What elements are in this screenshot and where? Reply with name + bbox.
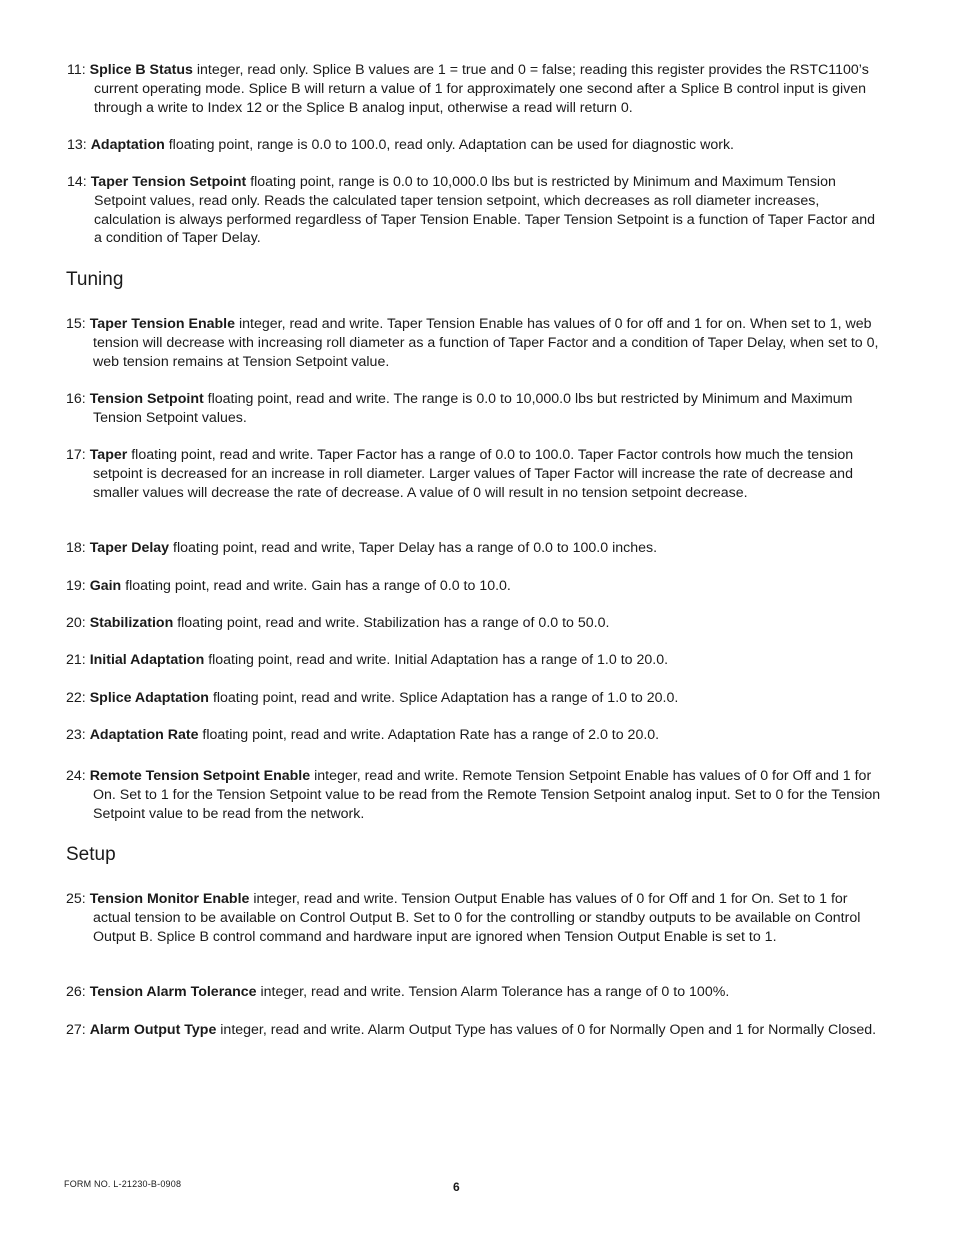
item-description: floating point, read and write. Gain has a range of 0.0 to 10.0.: [125, 578, 511, 594]
item-number: 15:: [66, 316, 86, 332]
register-item-21: [66, 651, 883, 670]
register-item-17: [66, 446, 883, 502]
footer-form-number: FORM NO. L-21230-B-0908: [64, 1179, 182, 1189]
register-item-23: [66, 726, 883, 745]
item-term: Alarm Output Type: [89, 1022, 217, 1038]
item-description: integer, read and write. Alarm Output Type has values of 0 for Normally Open and 1 for Normally Closed.: [220, 1022, 877, 1038]
register-item-19: [66, 577, 883, 596]
item-term: Tension Setpoint: [89, 391, 204, 407]
register-item-15: [66, 315, 883, 371]
register-item-13: [67, 136, 884, 155]
item-description: floating point, range is 0.0 to 100.0, read only. Adaptation can be used for diagnostic work.: [168, 137, 734, 153]
item-term: Remote Tension Setpoint Enable: [89, 768, 311, 784]
register-item-18: [66, 539, 883, 558]
register-item-27: [66, 1021, 883, 1040]
item-number: 22:: [66, 690, 86, 706]
item-term: Stabilization: [89, 615, 174, 631]
item-number: 17:: [66, 447, 86, 463]
register-item-26: [66, 983, 883, 1002]
register-item-25: [66, 890, 883, 946]
item-term: Tension Alarm Tolerance: [89, 984, 257, 1000]
item-term: Adaptation Rate: [89, 727, 199, 743]
item-description: integer, read only. Splice B values are 1 = true and 0 = false; reading this register provides the RSTC1100’s current operating mode. Splice B will return a value of 1 for approximately one second after a Splice B control input is given through a write to Index 12 or the Splice B analog input, otherwise a read will return 0.: [94, 62, 869, 116]
item-number: 11:: [67, 62, 86, 78]
item-number: 13:: [67, 137, 87, 153]
item-description: floating point, range is 0.0 to 10,000.0 lbs but is restricted by Minimum and Maximum Tension Setpoint values, read only. Reads the calculated taper tension setpoint, which decreases as roll diameter increases, calculation is always performed regardless of Taper Tension Enable. Taper Tension Setpoint is a function of Taper Factor and a condition of Taper Delay.: [94, 174, 876, 247]
item-term: Splice B Status: [89, 62, 193, 78]
item-description: integer, read and write. Taper Tension Enable has values of 0 for off and 1 for on. When set to 1, web tension will decrease with increasing roll diameter as a function of Taper Factor and a condition of Taper Delay, when set to 0, web tension remains at Tension Setpoint value.: [93, 316, 879, 370]
section-heading-tuning: Tuning: [66, 269, 124, 290]
item-number: 20:: [66, 615, 86, 631]
footer-page-number: 6: [453, 1180, 460, 1194]
item-description: integer, read and write. Remote Tension Setpoint Enable has values of 0 for Off and 1 for On. Set to 1 for the Tension Setpoint value to be read from the Remote Tension Setpoint analog input. Set to 0 for the Tension Setpoint value to be read from the network.: [93, 768, 881, 822]
item-description: integer, read and write. Tension Output Enable has values of 0 for Off and 1 for On. Set to 1 for actual tension to be available on Control Output B. Set to 0 for the controlling or standby outputs to be available on Control Output B. Splice B control command and hardware input are ignored when Tension Output Enable is set to 1.: [93, 891, 861, 945]
item-description: floating point, read and write. Taper Factor has a range of 0.0 to 100.0. Taper Factor controls how much the tension setpoint is decreased for an increase in roll diameter. Larger values of Taper Factor will increase the rate of decrease and smaller values will decrease the rate of decrease. A value of 0 will result in no tension setpoint decrease.: [93, 447, 854, 501]
register-item-24: [66, 767, 883, 823]
item-term: Taper Tension Enable: [89, 316, 236, 332]
item-description: floating point, read and write. Initial Adaptation has a range of 1.0 to 20.0.: [208, 652, 669, 668]
section-heading-setup: Setup: [66, 844, 116, 865]
item-term: Taper: [89, 447, 128, 463]
register-item-20: [66, 614, 883, 633]
item-term: Taper Delay: [89, 540, 170, 556]
item-description: floating point, read and write. Adaptation Rate has a range of 2.0 to 20.0.: [202, 727, 660, 743]
item-description: integer, read and write. Tension Alarm Tolerance has a range of 0 to 100%.: [260, 984, 730, 1000]
item-term: Adaptation: [90, 137, 165, 153]
item-number: 24:: [66, 768, 86, 784]
register-item-16: [66, 390, 883, 428]
item-number: 14:: [67, 174, 87, 190]
item-term: Gain: [89, 578, 122, 594]
item-description: floating point, read and write. The range is 0.0 to 10,000.0 lbs but restricted by Minimum and Maximum Tension Setpoint values.: [93, 391, 853, 426]
item-description: floating point, read and write, Taper Delay has a range of 0.0 to 100.0 inches.: [173, 540, 658, 556]
item-description: floating point, read and write. Stabilization has a range of 0.0 to 50.0.: [177, 615, 610, 631]
item-number: 26:: [66, 984, 86, 1000]
item-number: 19:: [66, 578, 86, 594]
item-term: Splice Adaptation: [89, 690, 209, 706]
item-term: Initial Adaptation: [89, 652, 205, 668]
item-number: 16:: [66, 391, 86, 407]
register-item-22: [66, 689, 883, 708]
item-term: Tension Monitor Enable: [89, 891, 250, 907]
item-number: 23:: [66, 727, 86, 743]
item-number: 21:: [66, 652, 86, 668]
register-item-14: [67, 173, 884, 248]
item-description: floating point, read and write. Splice Adaptation has a range of 1.0 to 20.0.: [212, 690, 679, 706]
item-number: 18:: [66, 540, 86, 556]
item-number: 27:: [66, 1022, 86, 1038]
item-term: Taper Tension Setpoint: [90, 174, 247, 190]
item-number: 25:: [66, 891, 86, 907]
register-item-11: [67, 61, 884, 117]
